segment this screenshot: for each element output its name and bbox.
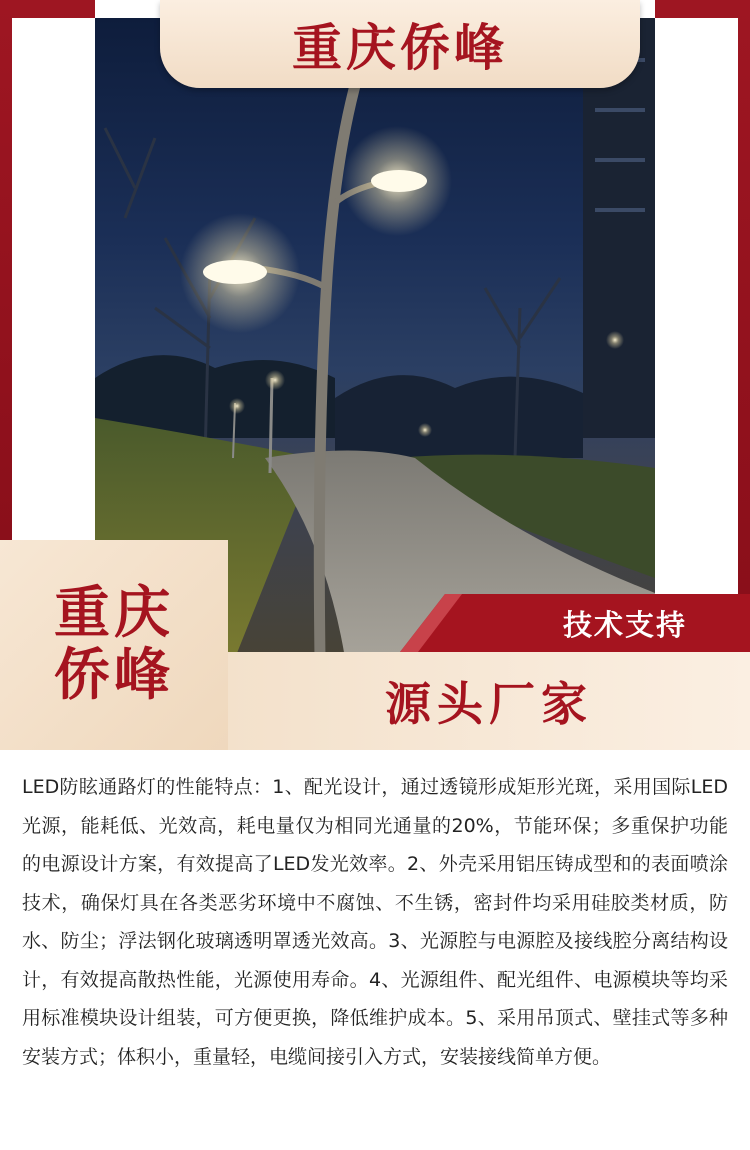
lamp-head bbox=[203, 260, 267, 284]
top-brand-plate bbox=[160, 0, 640, 88]
lamp-head bbox=[371, 170, 427, 192]
brand-title: 重庆侨峰 bbox=[292, 19, 508, 77]
slogan-plate bbox=[228, 652, 750, 750]
slogan-text: 源头厂家 bbox=[385, 677, 593, 731]
product-description: LED防眩通路灯的性能特点：1、配光设计，通过透镜形成矩形光斑，采用国际LED光源，能耗低、光效高，耗电量仅为相同光通量的20%，节能环保；多重保护功能的电源设计方案，有效提高了LED发光效率。2、外壳采用铝压铸成型和的表面喷涂技术，确保灯具在各类恶劣环境中不腐蚀、不生锈，密封件均采用硅胶类材质，防水、防尘；浮法钢化玻璃透明罩透光效高。3、光源腔与电源腔及接线腔分离结构设计，有效提高散热性能，光源使用寿命。4、光源组件、配光组件、电源模块等均采用标准模块设计组装，可方便更换，降低维护成本。5、采用吊顶式、壁挂式等多种安装方式；体积小，重量轻，电缆间接引入方式，安装接线简单方便。 bbox=[22, 776, 728, 1068]
left-brand-plate bbox=[0, 540, 228, 750]
right-frame-inner bbox=[655, 18, 738, 600]
left-frame-inner bbox=[12, 18, 95, 540]
brand-title-line2: 侨峰 bbox=[54, 643, 174, 708]
tech-support-label: 技术支持 bbox=[562, 607, 687, 642]
tech-support-ribbon bbox=[400, 594, 750, 652]
brand-title-line1: 重庆 bbox=[54, 581, 174, 646]
